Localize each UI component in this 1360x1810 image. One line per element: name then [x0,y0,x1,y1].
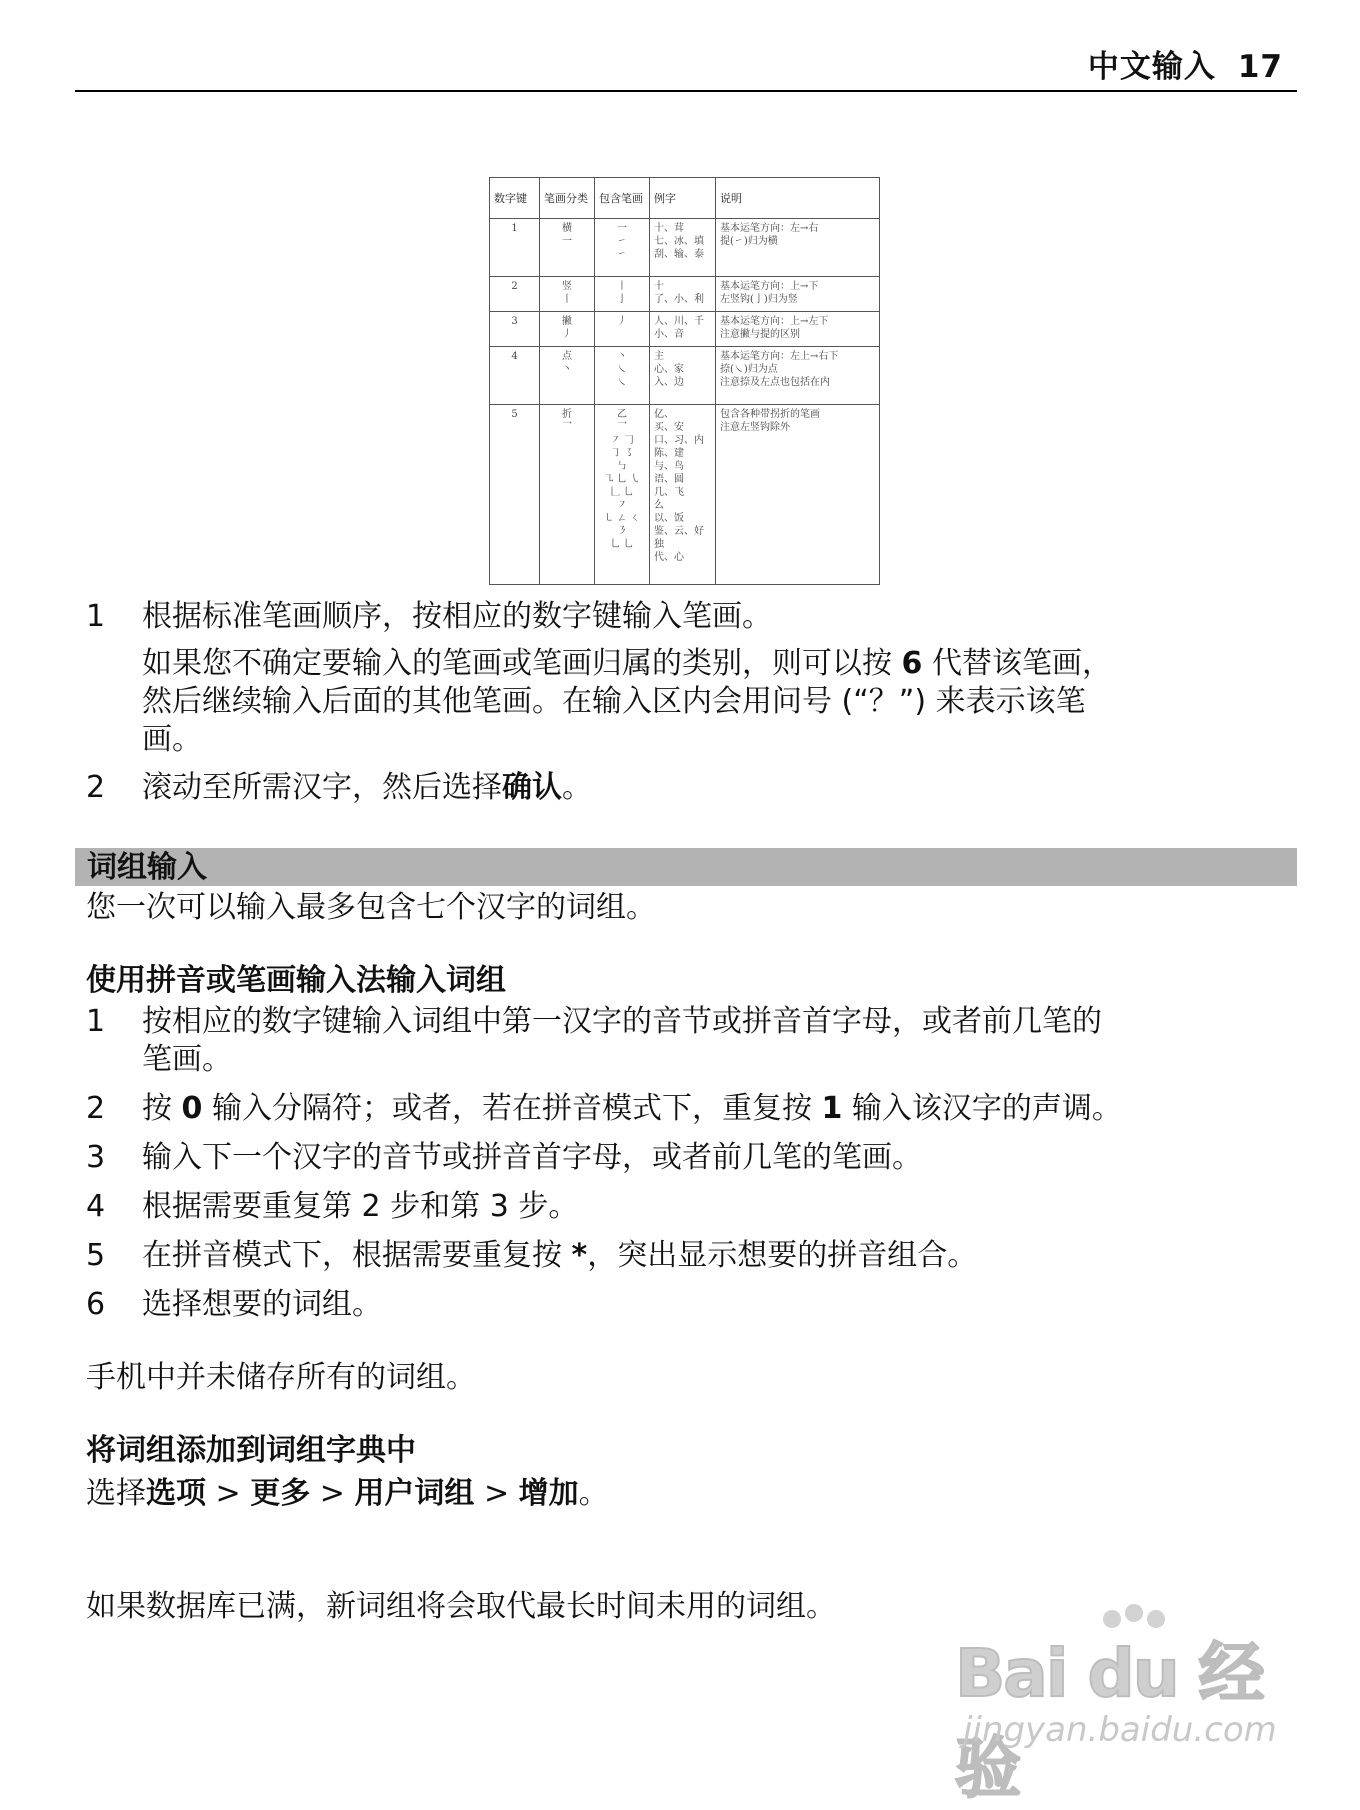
note-line [142,645,1112,683]
menu-path-text: 选择 [86,1476,146,1511]
key-label: * [571,1238,588,1273]
cell-examples-line: 语、圆 [654,474,684,485]
cell-examples [650,312,716,347]
cell-strokes-line: ㇇ [617,500,627,511]
cell-strokes-line: 丨 [617,281,627,292]
cell-notes-line: 注意左竖钩除外 [720,422,790,433]
header-title [1088,41,1283,86]
th-strokes: 包含笔画 [595,178,650,219]
cell-examples-line: 主 [654,351,664,362]
cell-strokes [595,277,650,312]
cell-key: 3 [490,312,540,347]
cell-strokes-line: ㇇ 𠃌 [610,435,634,446]
cell-strokes-line: 𠃊 乚 [610,487,634,498]
watermark-site: jingyan.baidu.com [963,1710,1277,1750]
key-label: 0 [181,1091,203,1126]
note-text: 手机中并未储存所有的词组。 [86,1360,476,1395]
cell-examples-line: 入、边 [654,377,684,388]
stroke-table-row [490,347,880,405]
step-text-part: 滚动至所需汉字，然后选择 [142,770,502,805]
cell-examples-line: 陈、建 [654,448,684,459]
menu-path-separator: > [474,1476,519,1511]
step-number: 6 [86,1287,106,1322]
stroke-table-row [490,405,880,585]
section-title: 词组输入 [87,850,207,885]
cell-examples [650,405,716,585]
cell-notes [716,347,880,405]
note-text: 代替该笔画， [922,646,1112,681]
cell-examples-line: 亿、 [654,409,674,420]
cell-strokes [595,405,650,585]
subheading: 将词组添加到词组字典中 [86,1433,416,1468]
cell-notes-line: 包含各种带拐折的笔画 [720,409,820,420]
cell-notes-line: 基本运笔方向：左上→右下 [720,351,839,362]
cell-strokes [595,347,650,405]
stroke-table-header-row [490,178,880,219]
cell-strokes-line: 乚 乚 [610,539,634,550]
th-category: 笔画分类 [540,178,595,219]
cell-examples [650,347,716,405]
cell-notes-line: 注意撇与提的区别 [720,329,800,340]
cell-strokes-line: 亅 [617,294,627,305]
cell-category [540,347,595,405]
step-text: 根据标准笔画顺序，按相应的数字键输入笔画。 [142,599,772,634]
stroke-table-row [490,277,880,312]
menu-item-more: 更多 [250,1476,311,1511]
step-text-part: 输入该汉字的声调。 [842,1091,1122,1126]
step-number: 3 [86,1140,106,1175]
cell-strokes-line: ㇋ [617,526,627,537]
cell-category-line: 一 [562,236,572,247]
cell-strokes-line: 乛 [617,422,627,433]
cell-key: 2 [490,277,540,312]
th-examples: 例字 [650,178,716,219]
menu-item-options: 选项 [146,1476,206,1511]
cell-examples [650,277,716,312]
cell-category-line: 横 [562,223,572,234]
cell-examples-line: 与、鸟 [654,461,684,472]
step-text: 选择想要的词组。 [142,1287,382,1322]
step-number: 4 [86,1189,106,1224]
cell-category-line: 点 [562,351,572,362]
step-text-part: 在拼音模式下，根据需要重复按 [142,1238,572,1273]
cell-key: 5 [490,405,540,585]
cell-strokes-line: ㇏ [617,377,627,388]
cell-category [540,219,595,277]
note-text: 如果您不确定要输入的笔画或笔画归属的类别，则可以按 [142,646,902,681]
cell-notes [716,405,880,585]
step-text [142,1090,1122,1128]
cell-examples-line: 十、茸 [654,223,684,234]
cell-notes [716,219,880,277]
cell-strokes-line: 丶 [617,351,627,362]
stroke-table-row [490,312,880,347]
watermark-logo: Bai du 经验 [955,1635,1263,1807]
cell-strokes-line: 乙 [617,409,627,420]
menu-path [86,1475,609,1513]
header-section: 中文输入 [1087,49,1216,85]
key-label: 1 [821,1091,843,1126]
cell-examples-line: 刮、输、泰 [654,249,704,260]
step-text [142,769,592,807]
cell-strokes-line: ㇀ [617,236,627,247]
cell-examples-line: 十 [654,281,664,292]
cell-notes-line: 基本运笔方向：上→左下 [720,316,829,327]
cell-examples-line: 鉴、云、好 [654,526,704,537]
cell-category-line: 折 [562,409,572,420]
cell-strokes-line: ㇏ [617,364,627,375]
cell-category-line: 竖 [562,281,572,292]
cell-strokes-line: ㇉ [617,461,627,472]
menu-path-separator: > [206,1476,251,1511]
step-text: 输入下一个汉字的音节或拼音首字母，或者前几笔的笔画。 [142,1140,922,1175]
page-header [75,46,1297,92]
cell-category [540,405,595,585]
cell-category-line: 丨 [562,294,572,305]
step-text: 笔画。 [142,1042,232,1077]
cell-strokes-line: ㇀ [617,249,627,260]
cell-notes [716,277,880,312]
step-number: 2 [86,1091,106,1126]
subheading: 使用拼音或笔画输入法输入词组 [86,963,506,998]
cell-examples-line: 了、小、利 [654,294,704,305]
step-number: 5 [86,1238,106,1273]
cell-category-line: 丶 [562,364,572,375]
section-heading-bar [75,848,1297,886]
step-text-part: 。 [562,770,592,805]
cell-key: 4 [490,347,540,405]
note-text: 如果数据库已满，新词组将会取代最长时间未用的词组。 [86,1589,836,1624]
menu-item-user-phrases: 用户词组 [354,1476,475,1511]
step-text-part: ，突出显示想要的拼音组合。 [587,1238,978,1273]
cell-strokes-line: ㇄ ㄥ ㄑ [603,513,641,524]
menu-option-confirm: 确认 [502,770,562,805]
cell-category-line: 撇 [562,316,572,327]
menu-path-separator: > [310,1476,355,1511]
menu-item-add: 增加 [518,1476,579,1511]
cell-examples-line: 几、飞 [654,487,684,498]
page-number: 17 [1237,49,1283,85]
cell-notes-line: 提(㇀)归为横 [720,236,778,247]
note-line: 然后继续输入后面的其他笔画。在输入区内会用问号 (“？”) 来表示该笔 [142,684,1086,719]
menu-path-text: 。 [578,1476,609,1511]
cell-examples-line: 七、冰、填 [654,236,704,247]
note-line: 画。 [142,722,202,757]
th-key: 数字键 [490,178,540,219]
cell-notes-line: 捺(㇏)归为点 [720,364,778,375]
step-text-part: 输入分隔符；或者，若在拼音模式下，重复按 [202,1091,822,1126]
cell-notes-line: 左竖钩(亅)归为竖 [720,294,798,305]
cell-strokes [595,312,650,347]
step-number: 2 [86,770,106,805]
step-text [142,1237,977,1275]
cell-examples-line: 独 [654,539,664,550]
cell-category [540,312,595,347]
cell-examples-line: 人、川、千 [654,316,704,327]
cell-examples-line: 代、心 [654,552,684,563]
cell-category-line: 丿 [562,329,572,340]
step-number: 1 [86,599,106,634]
cell-examples [650,219,716,277]
step-text: 根据需要重复第 2 步和第 3 步。 [142,1189,579,1224]
th-notes: 说明 [716,178,880,219]
cell-category [540,277,595,312]
cell-examples-line: 口、习、内 [654,435,704,446]
step-number: 1 [86,1004,106,1039]
cell-notes-line: 基本运笔方向：左→右 [720,223,819,234]
stroke-table-row [490,219,880,277]
cell-examples-line: 以、饭 [654,513,684,524]
cell-strokes-line: ㇈ 乚 ㇂ [603,474,641,485]
step-text-part: 按 [142,1091,182,1126]
cell-examples-line: 么 [654,500,664,511]
cell-notes-line: 基本运笔方向：上→下 [720,281,819,292]
cell-examples-line: 心、家 [654,364,684,375]
stroke-table [489,177,880,585]
section-intro: 您一次可以输入最多包含七个汉字的词组。 [86,890,656,925]
cell-category-line: 乛 [562,422,572,433]
step-text: 按相应的数字键输入词组中第一汉字的音节或拼音首字母，或者前几笔的 [142,1004,1102,1039]
cell-examples-line: 买、安 [654,422,684,433]
cell-notes [716,312,880,347]
cell-key: 1 [490,219,540,277]
cell-strokes-line: 丿 [617,316,627,327]
cell-strokes-line: 一 [617,223,627,234]
cell-strokes [595,219,650,277]
key-label: 6 [901,646,923,681]
cell-strokes-line: ㇆ ㇌ [610,448,634,459]
cell-examples-line: 小、音 [654,329,684,340]
baidu-watermark [955,1610,1285,1807]
cell-notes-line: 注意捺及左点也包括在内 [720,377,830,388]
